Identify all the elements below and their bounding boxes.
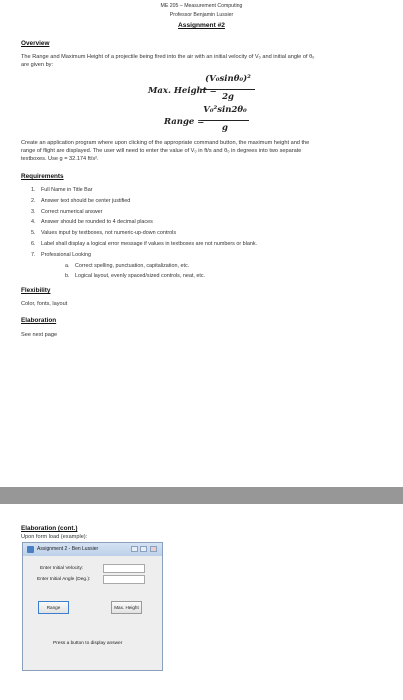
minimize-icon[interactable]: [131, 546, 138, 552]
professor-name: Professor Benjamin Lussier: [169, 12, 234, 18]
requirement-item-with-subitems: [37, 250, 257, 282]
max-height-button[interactable]: Max. Height: [111, 601, 142, 614]
course-title: ME 205 – Measurement Computing: [160, 3, 243, 9]
form-load-caption: Upon form load (example):: [21, 534, 88, 540]
range-lhs: Range =: [164, 117, 205, 127]
range-button[interactable]: Range: [38, 601, 69, 614]
requirement-item: 4. Answer should be rounded to 4 decimal places: [37, 217, 257, 228]
maximize-icon[interactable]: [140, 546, 147, 552]
overview-line-2: are given by:: [21, 62, 54, 68]
requirement-item: 2. Answer text should be center justified: [37, 196, 257, 207]
range-denominator: g: [222, 123, 228, 133]
description-line-1: Create an application program where upon clicking of the appropriate command button, the maximum height and the: [21, 140, 310, 146]
velocity-label: Enter Initial Velocity:: [40, 566, 84, 571]
example-form-window: [22, 542, 163, 671]
requirements-list: [21, 185, 257, 282]
angle-label: Enter Initial Angle (Deg.):: [37, 577, 91, 582]
max-height-denominator: 2g: [222, 92, 234, 102]
requirement-item: 1. Full Name in Title Bar: [37, 185, 257, 196]
description-line-2: range of flight are displayed. The user will need to enter the value of V₀ in ft/s and θ₀ in degrees into two separate: [21, 148, 302, 154]
requirement-subitem: a. Correct spelling, punctuation, capitalization, etc.: [71, 261, 257, 272]
overview-heading: Overview: [21, 40, 50, 47]
elaboration-cont-heading: Elaboration (cont.): [21, 525, 78, 532]
max-height-numerator: (V₀sinθ₀)²: [205, 74, 251, 84]
requirement-item: 3. Correct numerical answer: [37, 207, 257, 218]
velocity-input[interactable]: [103, 564, 145, 573]
flexibility-heading: Flexibility: [21, 287, 51, 294]
description-line-3: textboxes. Use g = 32.174 ft/s².: [21, 156, 99, 162]
max-height-fraction-bar: [201, 89, 255, 90]
elaboration-text: See next page: [21, 332, 58, 338]
flexibility-text: Color, fonts, layout: [21, 301, 68, 307]
elaboration-heading: Elaboration: [21, 317, 57, 324]
requirement-subitem: b. Logical layout, evenly spaced/sized controls, neat, etc.: [71, 271, 257, 282]
range-fraction-bar: [201, 120, 249, 121]
requirement-subitems: [41, 261, 257, 283]
range-numerator: V₀²sin2θ₀: [203, 105, 247, 115]
close-icon[interactable]: [150, 546, 157, 552]
max-height-lhs: Max. Height =: [148, 86, 217, 96]
overview-line-1: The Range and Maximum Height of a projectile being fired into the air with an initial velocity of V₀ and initial angle of θ₀: [21, 54, 315, 60]
angle-input[interactable]: [103, 575, 145, 584]
requirement-item-label: Professional Looking: [41, 251, 92, 258]
window-title-bar: [23, 543, 162, 556]
assignment-title: Assignment #2: [178, 22, 225, 29]
requirement-item: 5. Values input by textboxes, not numeric-up-down controls: [37, 228, 257, 239]
window-title: Assignment 2 - Ben Lussier: [37, 546, 99, 552]
requirements-heading: Requirements: [21, 173, 64, 180]
status-label: Press a button to display answer: [53, 641, 123, 646]
page-separator: [0, 487, 403, 504]
app-icon: [27, 546, 34, 553]
requirement-item: 6. Label shall display a logical error message if values in textboxes are not numbers or blank.: [37, 239, 257, 250]
